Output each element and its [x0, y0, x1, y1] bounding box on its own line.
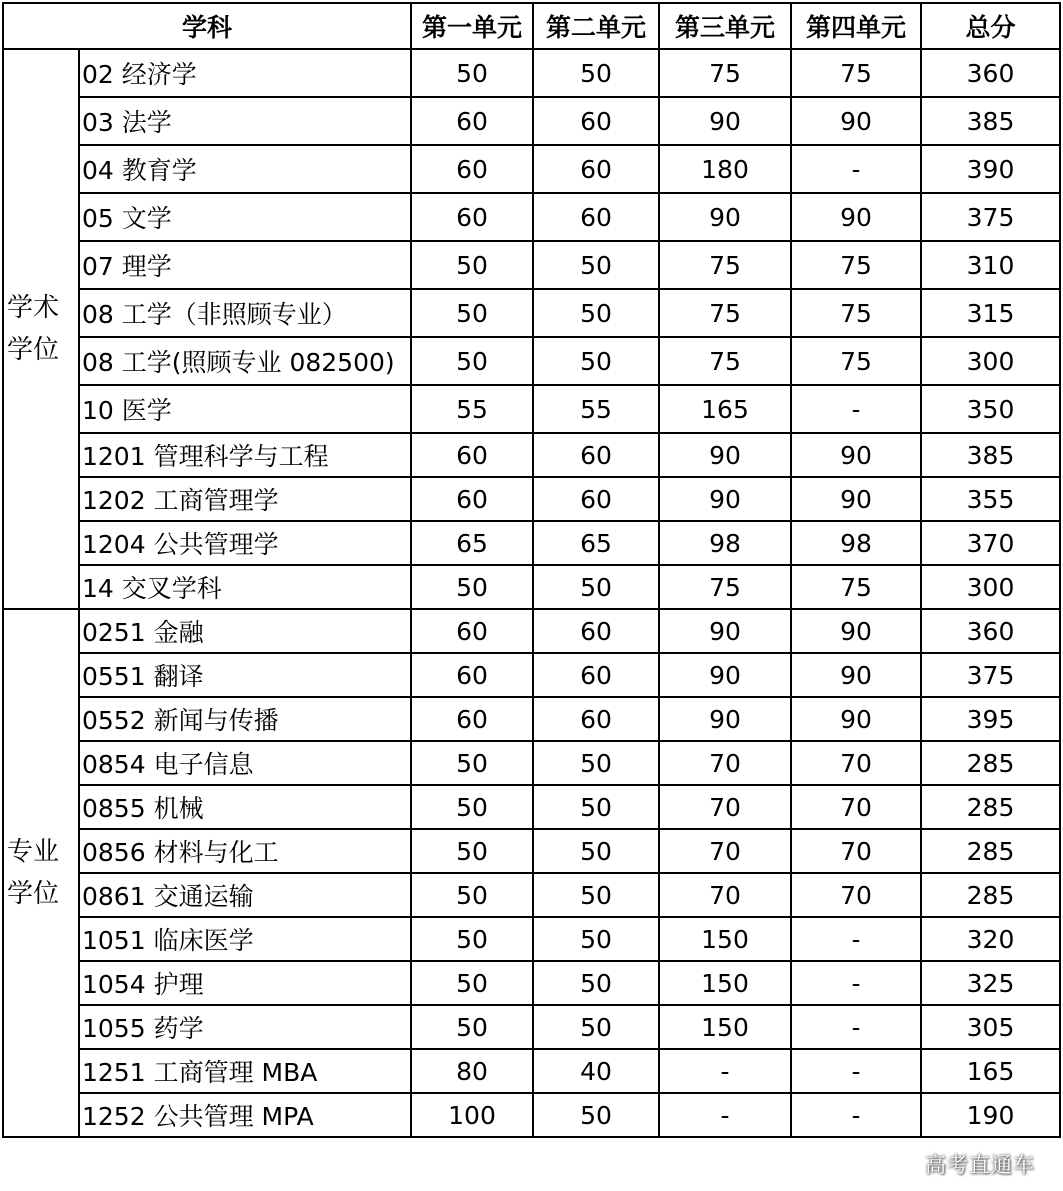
- table-row: [3, 521, 1060, 565]
- unit-3-cell: 180: [659, 145, 791, 193]
- unit-1-cell: 60: [411, 193, 533, 241]
- unit-2-cell: 50: [533, 565, 659, 609]
- total-cell: 285: [921, 741, 1060, 785]
- unit-3-cell: 75: [659, 241, 791, 289]
- subject-cell: 0856 材料与化工: [79, 829, 411, 873]
- total-cell: 305: [921, 1005, 1060, 1049]
- table-row: [3, 49, 1060, 97]
- unit-4-cell: 70: [791, 741, 921, 785]
- table-row: [3, 565, 1060, 609]
- table-row: [3, 433, 1060, 477]
- unit-2-cell: 60: [533, 145, 659, 193]
- unit-1-cell: 60: [411, 697, 533, 741]
- subject-cell: 1055 药学: [79, 1005, 411, 1049]
- total-cell: 360: [921, 609, 1060, 653]
- category-cell: 专业学位: [3, 609, 79, 1137]
- unit-2-cell: 50: [533, 241, 659, 289]
- unit-2-cell: 60: [533, 653, 659, 697]
- header-unit-4: 第四单元: [791, 3, 921, 49]
- table-row: [3, 609, 1060, 653]
- subject-cell: 0855 机械: [79, 785, 411, 829]
- unit-2-cell: 50: [533, 289, 659, 337]
- total-cell: 315: [921, 289, 1060, 337]
- unit-1-cell: 65: [411, 521, 533, 565]
- header-total: 总分: [921, 3, 1060, 49]
- unit-3-cell: 70: [659, 873, 791, 917]
- total-cell: 375: [921, 193, 1060, 241]
- unit-2-cell: 65: [533, 521, 659, 565]
- unit-1-cell: 100: [411, 1093, 533, 1137]
- subject-cell: 1201 管理科学与工程: [79, 433, 411, 477]
- subject-cell: 1202 工商管理学: [79, 477, 411, 521]
- table-row: [3, 741, 1060, 785]
- total-cell: 375: [921, 653, 1060, 697]
- unit-1-cell: 50: [411, 741, 533, 785]
- unit-1-cell: 50: [411, 873, 533, 917]
- unit-1-cell: 50: [411, 565, 533, 609]
- total-cell: 300: [921, 337, 1060, 385]
- unit-3-cell: 75: [659, 565, 791, 609]
- unit-4-cell: -: [791, 917, 921, 961]
- unit-3-cell: 90: [659, 697, 791, 741]
- table-row: [3, 829, 1060, 873]
- unit-1-cell: 50: [411, 337, 533, 385]
- unit-3-cell: 90: [659, 193, 791, 241]
- subject-cell: 1204 公共管理学: [79, 521, 411, 565]
- unit-2-cell: 60: [533, 477, 659, 521]
- unit-3-cell: 70: [659, 785, 791, 829]
- subject-cell: 1252 公共管理 MPA: [79, 1093, 411, 1137]
- header-row: [3, 3, 1060, 49]
- header-unit-2: 第二单元: [533, 3, 659, 49]
- subject-cell: 03 法学: [79, 97, 411, 145]
- table-row: [3, 1049, 1060, 1093]
- subject-cell: 05 文学: [79, 193, 411, 241]
- unit-1-cell: 60: [411, 433, 533, 477]
- table-row: [3, 193, 1060, 241]
- total-cell: 395: [921, 697, 1060, 741]
- unit-4-cell: 90: [791, 477, 921, 521]
- unit-1-cell: 50: [411, 917, 533, 961]
- unit-4-cell: 75: [791, 241, 921, 289]
- unit-4-cell: 90: [791, 97, 921, 145]
- unit-3-cell: 98: [659, 521, 791, 565]
- subject-cell: 08 工学（非照顾专业）: [79, 289, 411, 337]
- unit-3-cell: 165: [659, 385, 791, 433]
- unit-3-cell: 75: [659, 337, 791, 385]
- unit-3-cell: 150: [659, 917, 791, 961]
- unit-4-cell: -: [791, 1049, 921, 1093]
- subject-cell: 1051 临床医学: [79, 917, 411, 961]
- table-row: [3, 337, 1060, 385]
- watermark: 高考直通车: [925, 1153, 1035, 1177]
- total-cell: 190: [921, 1093, 1060, 1137]
- unit-1-cell: 50: [411, 829, 533, 873]
- unit-2-cell: 50: [533, 49, 659, 97]
- unit-2-cell: 50: [533, 961, 659, 1005]
- total-cell: 325: [921, 961, 1060, 1005]
- unit-4-cell: 70: [791, 829, 921, 873]
- unit-3-cell: 90: [659, 433, 791, 477]
- unit-3-cell: 70: [659, 741, 791, 785]
- unit-1-cell: 80: [411, 1049, 533, 1093]
- unit-4-cell: 90: [791, 433, 921, 477]
- unit-1-cell: 50: [411, 241, 533, 289]
- unit-2-cell: 60: [533, 193, 659, 241]
- subject-cell: 10 医学: [79, 385, 411, 433]
- unit-3-cell: 90: [659, 609, 791, 653]
- subject-cell: 0861 交通运输: [79, 873, 411, 917]
- total-cell: 320: [921, 917, 1060, 961]
- unit-4-cell: -: [791, 145, 921, 193]
- unit-1-cell: 55: [411, 385, 533, 433]
- subject-cell: 07 理学: [79, 241, 411, 289]
- table-row: [3, 145, 1060, 193]
- unit-1-cell: 50: [411, 785, 533, 829]
- total-cell: 310: [921, 241, 1060, 289]
- table-row: [3, 785, 1060, 829]
- unit-4-cell: 75: [791, 289, 921, 337]
- unit-3-cell: 90: [659, 97, 791, 145]
- subject-cell: 1054 护理: [79, 961, 411, 1005]
- total-cell: 355: [921, 477, 1060, 521]
- unit-1-cell: 50: [411, 961, 533, 1005]
- table-row: [3, 385, 1060, 433]
- unit-2-cell: 50: [533, 1005, 659, 1049]
- subject-cell: 0854 电子信息: [79, 741, 411, 785]
- total-cell: 350: [921, 385, 1060, 433]
- table-row: [3, 873, 1060, 917]
- table-row: [3, 477, 1060, 521]
- unit-3-cell: 75: [659, 49, 791, 97]
- table-row: [3, 97, 1060, 145]
- unit-1-cell: 60: [411, 653, 533, 697]
- unit-4-cell: 70: [791, 785, 921, 829]
- unit-1-cell: 60: [411, 145, 533, 193]
- total-cell: 300: [921, 565, 1060, 609]
- unit-4-cell: 75: [791, 337, 921, 385]
- total-cell: 385: [921, 97, 1060, 145]
- unit-2-cell: 50: [533, 829, 659, 873]
- table-row: [3, 1093, 1060, 1137]
- unit-4-cell: -: [791, 385, 921, 433]
- unit-3-cell: 90: [659, 477, 791, 521]
- unit-1-cell: 50: [411, 1005, 533, 1049]
- unit-2-cell: 40: [533, 1049, 659, 1093]
- table-row: [3, 1005, 1060, 1049]
- header-unit-1: 第一单元: [411, 3, 533, 49]
- table-row: [3, 653, 1060, 697]
- unit-3-cell: 75: [659, 289, 791, 337]
- subject-cell: 08 工学(照顾专业 082500): [79, 337, 411, 385]
- subject-cell: 0251 金融: [79, 609, 411, 653]
- category-cell: 学术学位: [3, 49, 79, 609]
- unit-2-cell: 50: [533, 917, 659, 961]
- unit-1-cell: 60: [411, 477, 533, 521]
- unit-2-cell: 60: [533, 433, 659, 477]
- header-subject: 学科: [3, 3, 411, 49]
- subject-cell: 14 交叉学科: [79, 565, 411, 609]
- unit-4-cell: 75: [791, 565, 921, 609]
- total-cell: 370: [921, 521, 1060, 565]
- unit-4-cell: -: [791, 961, 921, 1005]
- unit-1-cell: 60: [411, 97, 533, 145]
- unit-4-cell: -: [791, 1005, 921, 1049]
- unit-3-cell: 70: [659, 829, 791, 873]
- unit-4-cell: 90: [791, 193, 921, 241]
- unit-4-cell: 70: [791, 873, 921, 917]
- unit-1-cell: 50: [411, 49, 533, 97]
- total-cell: 390: [921, 145, 1060, 193]
- unit-4-cell: -: [791, 1093, 921, 1137]
- total-cell: 285: [921, 829, 1060, 873]
- unit-4-cell: 90: [791, 653, 921, 697]
- total-cell: 285: [921, 785, 1060, 829]
- table-row: [3, 289, 1060, 337]
- unit-4-cell: 75: [791, 49, 921, 97]
- subject-cell: 1251 工商管理 MBA: [79, 1049, 411, 1093]
- subject-cell: 04 教育学: [79, 145, 411, 193]
- total-cell: 285: [921, 873, 1060, 917]
- score-table: [2, 2, 1061, 1138]
- total-cell: 385: [921, 433, 1060, 477]
- subject-cell: 0551 翻译: [79, 653, 411, 697]
- unit-3-cell: -: [659, 1093, 791, 1137]
- unit-4-cell: 90: [791, 609, 921, 653]
- unit-2-cell: 55: [533, 385, 659, 433]
- unit-2-cell: 50: [533, 337, 659, 385]
- unit-2-cell: 50: [533, 873, 659, 917]
- total-cell: 165: [921, 1049, 1060, 1093]
- header-unit-3: 第三单元: [659, 3, 791, 49]
- table-row: [3, 241, 1060, 289]
- unit-3-cell: -: [659, 1049, 791, 1093]
- unit-4-cell: 98: [791, 521, 921, 565]
- subject-cell: 02 经济学: [79, 49, 411, 97]
- table-row: [3, 961, 1060, 1005]
- unit-2-cell: 60: [533, 697, 659, 741]
- unit-1-cell: 60: [411, 609, 533, 653]
- unit-3-cell: 150: [659, 961, 791, 1005]
- unit-2-cell: 60: [533, 609, 659, 653]
- total-cell: 360: [921, 49, 1060, 97]
- unit-3-cell: 90: [659, 653, 791, 697]
- unit-3-cell: 150: [659, 1005, 791, 1049]
- unit-2-cell: 50: [533, 741, 659, 785]
- unit-4-cell: 90: [791, 697, 921, 741]
- unit-1-cell: 50: [411, 289, 533, 337]
- unit-2-cell: 50: [533, 785, 659, 829]
- unit-2-cell: 50: [533, 1093, 659, 1137]
- table-row: [3, 917, 1060, 961]
- unit-2-cell: 60: [533, 97, 659, 145]
- table-row: [3, 697, 1060, 741]
- subject-cell: 0552 新闻与传播: [79, 697, 411, 741]
